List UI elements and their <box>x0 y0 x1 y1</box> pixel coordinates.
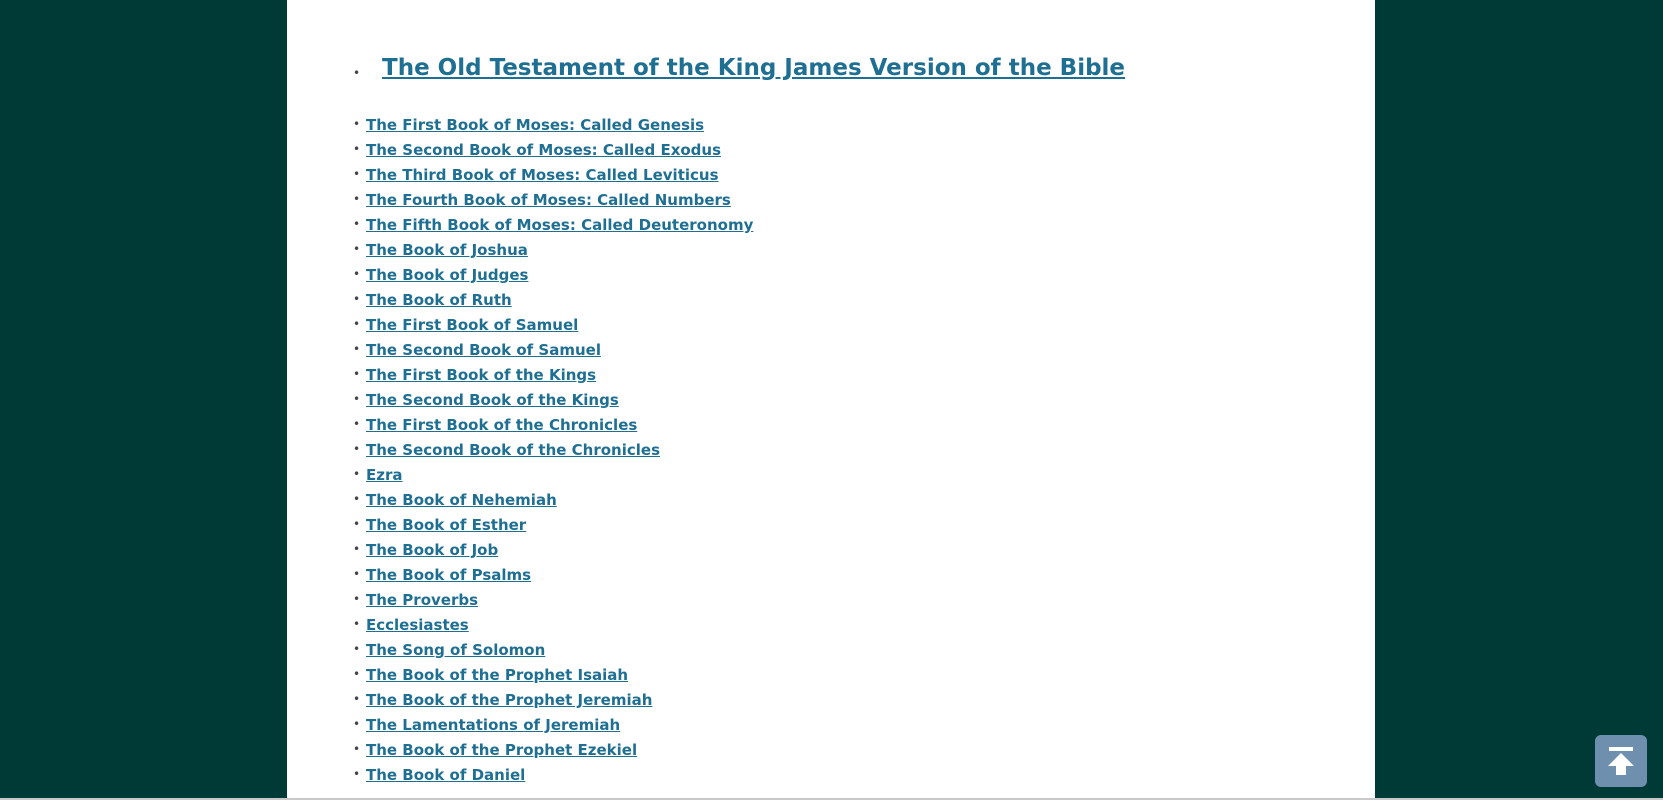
book-link[interactable]: The First Book of the Chronicles <box>366 416 638 434</box>
book-list-item <box>353 637 1125 662</box>
book-link[interactable]: The Proverbs <box>366 591 479 609</box>
book-link[interactable]: The Book of Ruth <box>366 291 512 309</box>
book-list-item <box>353 587 1125 612</box>
book-link[interactable]: The Book of Nehemiah <box>366 491 557 509</box>
book-link[interactable]: The Lamentations of Jeremiah <box>366 716 621 734</box>
book-list-item <box>353 337 1125 362</box>
book-link[interactable]: The Book of the Prophet Jeremiah <box>366 691 653 709</box>
book-link[interactable]: The Second Book of the Kings <box>366 391 619 409</box>
toc-heading-item <box>353 50 1125 104</box>
book-link[interactable]: The Third Book of Moses: Called Leviticus <box>366 166 719 184</box>
book-link[interactable]: The Second Book of Samuel <box>366 341 601 359</box>
scroll-to-top-button[interactable] <box>1595 735 1647 787</box>
book-list-item <box>353 737 1125 762</box>
book-link[interactable]: The Book of the Prophet Isaiah <box>366 666 629 684</box>
old-testament-heading-link[interactable]: The Old Testament of the King James Version of the Bible <box>382 55 1126 81</box>
book-link[interactable]: The Song of Solomon <box>366 641 546 659</box>
book-list-item <box>353 387 1125 412</box>
book-list-item <box>353 412 1125 437</box>
book-list-item <box>353 437 1125 462</box>
book-link[interactable]: The First Book of the Kings <box>366 366 597 384</box>
book-list-item <box>353 162 1125 187</box>
arrow-up-to-bar-icon <box>1604 744 1638 778</box>
book-list-item <box>353 562 1125 587</box>
book-list-item <box>353 762 1125 787</box>
old-testament-toc <box>353 0 1125 787</box>
book-list-item <box>353 137 1125 162</box>
book-link[interactable]: The Book of Joshua <box>366 241 528 259</box>
book-list-item <box>353 187 1125 212</box>
book-link[interactable]: The Book of Judges <box>366 266 529 284</box>
content-page <box>287 0 1375 798</box>
book-list-item <box>353 512 1125 537</box>
book-list-item <box>353 612 1125 637</box>
book-link[interactable]: The Book of Esther <box>366 516 527 534</box>
book-list-item <box>353 237 1125 262</box>
book-link[interactable]: The First Book of Moses: Called Genesis <box>366 116 705 134</box>
book-link[interactable]: The Book of Psalms <box>366 566 532 584</box>
book-list-item <box>353 112 1125 137</box>
book-list-item <box>353 262 1125 287</box>
book-link[interactable]: The Fifth Book of Moses: Called Deuteronomy <box>366 216 754 234</box>
book-link[interactable]: The Fourth Book of Moses: Called Numbers <box>366 191 731 209</box>
book-list-item <box>353 287 1125 312</box>
book-link[interactable]: The Book of the Prophet Ezekiel <box>366 741 638 759</box>
book-list-item <box>353 462 1125 487</box>
book-list-item <box>353 537 1125 562</box>
book-link[interactable]: Ezra <box>366 466 403 484</box>
book-link[interactable]: The Second Book of Moses: Called Exodus <box>366 141 722 159</box>
book-list-item <box>353 662 1125 687</box>
book-link[interactable]: Ecclesiastes <box>366 616 469 634</box>
book-link[interactable]: The Book of Daniel <box>366 766 526 784</box>
book-list-item <box>353 312 1125 337</box>
book-list-item <box>353 712 1125 737</box>
book-list-item <box>353 687 1125 712</box>
book-list-item <box>353 487 1125 512</box>
book-list-item <box>353 212 1125 237</box>
book-list-item <box>353 362 1125 387</box>
book-link[interactable]: The Second Book of the Chronicles <box>366 441 661 459</box>
book-link[interactable]: The Book of Job <box>366 541 499 559</box>
book-link[interactable]: The First Book of Samuel <box>366 316 579 334</box>
